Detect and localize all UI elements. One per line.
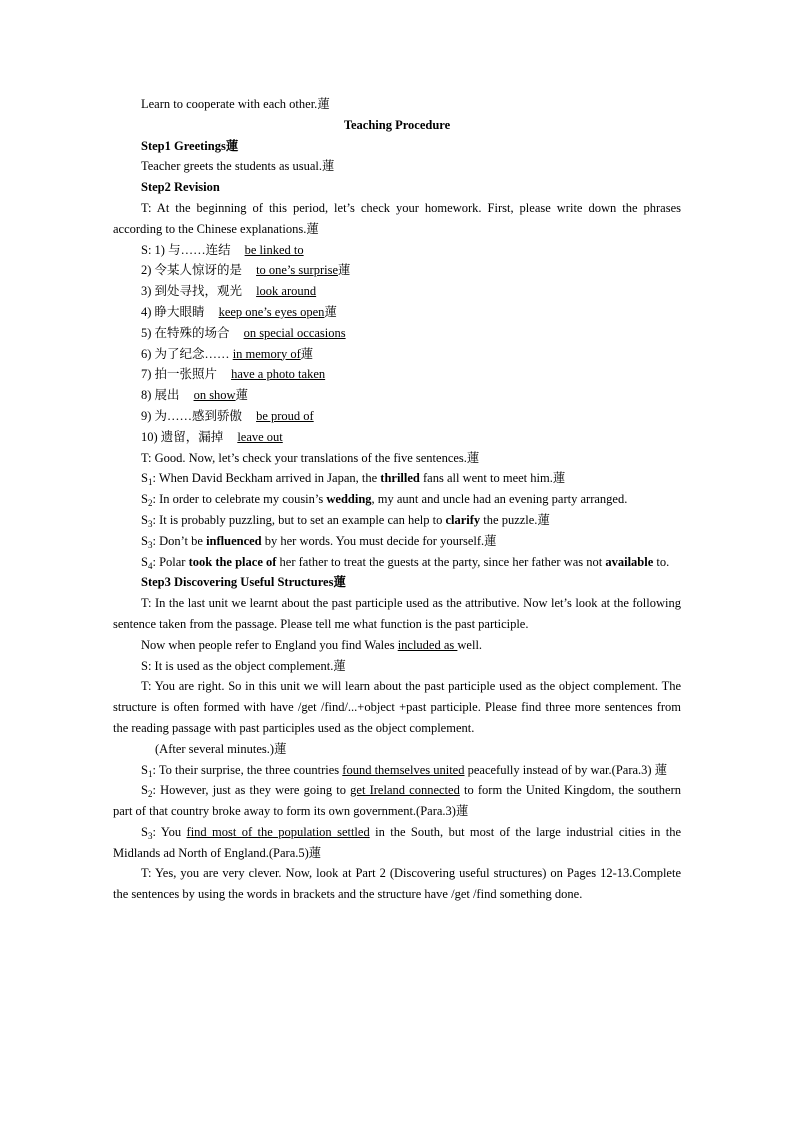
step3-para6: T: Yes, you are very clever. Now, look at Part 2 (Discovering useful structures) on Pages 12-13.Complete the sentences by using the words in brackets and the structure have /get /find something done. bbox=[113, 866, 681, 902]
example-sentence: Now when people refer to England you find Wales included as well. bbox=[141, 637, 483, 652]
check-line: T: Good. Now, let’s check your translations of the five sentences.蓮 bbox=[141, 450, 480, 465]
after-minutes: (After several minutes.)蓮 bbox=[155, 741, 287, 756]
step3-para4: T: You are right. So in this unit we will learn about the past participle used as the object complement. The structure is often formed with have /get /find/...+object +past participle. Please find three more sentences from the reading passage with past participles used as the object complement. bbox=[113, 679, 681, 735]
example-s1: $S_1$: To their surprise, the three countries found themselves united peacefully instead of by war.(Para.3) 蓮 bbox=[141, 762, 668, 779]
sentence-s3a: $S_3$: It is probably puzzling, but to set an example can help to clarify the puzzle.蓮 bbox=[141, 512, 550, 529]
step3-title: Step3 Discovering Useful Structures蓮 bbox=[141, 575, 346, 590]
step2-intro: T: At the beginning of this period, let’s check your homework. First, please write down the phrases according to the Chinese explanations.蓮 bbox=[113, 200, 681, 236]
phrase-item: 9) 为……感到骄傲 be proud of bbox=[141, 408, 314, 423]
step1-text: Teacher greets the students as usual.蓮 bbox=[141, 159, 335, 174]
phrase-item: S: 1) 与……连结 be linked to bbox=[141, 242, 304, 257]
student-answer: S: It is used as the object complement.蓮 bbox=[141, 658, 346, 673]
phrase-item: 5) 在特殊的场合 on special occasions bbox=[141, 325, 346, 340]
step3-para1: T: In the last unit we learnt about the past participle used as the attributive. Now let’s look at the following sentence taken from the passage. Please tell me what function is the past participle. bbox=[113, 596, 681, 631]
phrase-item: 10) 遗留，漏掉 leave out bbox=[141, 429, 283, 444]
step2-title: Step2 Revision bbox=[141, 180, 220, 195]
document-page bbox=[113, 94, 681, 905]
example-s2: $S_2$: However, just as they were going to get Ireland connected to form the United Kingdom, the southern part of that country broke away to form its own government.(Para.3)蓮 bbox=[113, 783, 681, 819]
section-heading: Teaching Procedure bbox=[343, 117, 451, 132]
objective-line: Learn to cooperate with each other.蓮 bbox=[141, 97, 330, 111]
phrase-item: 2) 令某人惊讶的是 to one’s surprise蓮 bbox=[141, 263, 351, 278]
sentence-s3b: $S_3$: Don’t be influenced by her words. You must decide for yourself.蓮 bbox=[141, 533, 497, 550]
phrase-item: 6) 为了纪念…… in memory of蓮 bbox=[141, 346, 314, 361]
phrase-item: 7) 拍一张照片 have a photo taken bbox=[141, 367, 326, 382]
phrase-item: 3) 到处寻找，观光 look around bbox=[141, 284, 317, 299]
example-s3: $S_3$: You find most of the population settled in the South, but most of the large industrial cities in the Midlands ad North of England.(Para.5)蓮 bbox=[113, 824, 682, 860]
phrase-item: 4) 睁大眼睛 keep one’s eyes open蓮 bbox=[141, 304, 337, 319]
sentence-s2: $S_2$: In order to celebrate my cousin’s wedding, my aunt and uncle had an evening party arranged. bbox=[141, 492, 628, 509]
sentence-s4: $S_4$: Polar took the place of her father to treat the guests at the party, since her father was not available to. bbox=[141, 554, 670, 571]
sentence-s1: $S_1$: When David Beckham arrived in Japan, the thrilled fans all went to meet him.蓮 bbox=[141, 471, 566, 488]
phrase-item: 8) 展出 on show蓮 bbox=[141, 388, 249, 403]
step1-title: Step1 Greetings蓮 bbox=[141, 138, 239, 153]
